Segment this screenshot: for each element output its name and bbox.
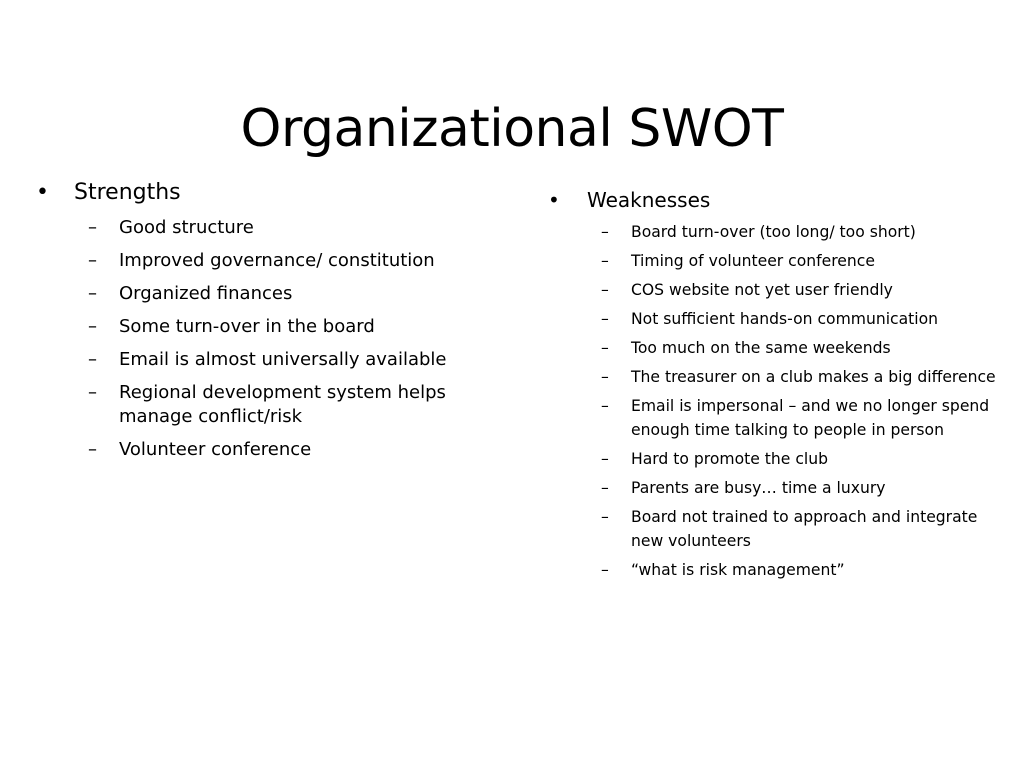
weakness-text: Too much on the same weekends [631, 339, 891, 357]
strength-item [88, 249, 468, 273]
weaknesses-list [601, 220, 1011, 587]
strength-item [88, 348, 468, 372]
dash-marker: – [601, 310, 609, 328]
strength-text: Regional development system helps manage conflict/risk [119, 382, 446, 427]
strength-item [88, 381, 468, 429]
strength-item [88, 315, 468, 339]
dash-marker: – [601, 450, 609, 468]
strengths-heading: Strengths [74, 180, 181, 205]
dash-marker: – [601, 397, 609, 415]
dash-marker: – [88, 283, 97, 304]
dash-marker: – [601, 252, 609, 270]
dash-marker: – [88, 217, 97, 238]
dash-marker: – [601, 561, 609, 579]
dash-marker: – [601, 368, 609, 386]
strength-text: Organized finances [119, 283, 293, 304]
weakness-text: Email is impersonal – and we no longer spend enough time talking to people in person [631, 397, 990, 439]
dash-marker: – [601, 281, 609, 299]
strengths-bullet: • [36, 180, 49, 205]
weakness-text: Board turn-over (too long/ too short) [631, 223, 916, 241]
weakness-item [601, 220, 1011, 244]
strength-item [88, 216, 468, 240]
weakness-text: Not sufficient hands-on communication [631, 310, 939, 328]
weakness-item [601, 307, 1011, 331]
weakness-text: “what is risk management” [631, 561, 845, 579]
weakness-text: Hard to promote the club [631, 450, 829, 468]
weakness-item [601, 365, 1011, 389]
weakness-text: The treasurer on a club makes a big difference [631, 368, 996, 386]
weaknesses-bullet: • [548, 188, 560, 212]
slide-title: Organizational SWOT [240, 98, 784, 159]
strength-text: Improved governance/ constitution [119, 250, 435, 271]
weakness-item [601, 558, 1011, 582]
strength-item [88, 438, 468, 462]
strength-text: Email is almost universally available [119, 349, 447, 370]
weakness-text: COS website not yet user friendly [631, 281, 893, 299]
dash-marker: – [88, 382, 97, 403]
strength-text: Good structure [119, 217, 254, 238]
dash-marker: – [601, 508, 609, 526]
weakness-item [601, 505, 1011, 553]
weakness-text: Parents are busy… time a luxury [631, 479, 886, 497]
strength-text: Some turn-over in the board [119, 316, 375, 337]
weakness-item [601, 394, 1011, 442]
dash-marker: – [601, 479, 609, 497]
strengths-list [88, 216, 468, 471]
weakness-text: Timing of volunteer conference [631, 252, 875, 270]
dash-marker: – [88, 439, 97, 460]
weakness-item [601, 336, 1011, 360]
dash-marker: – [601, 223, 609, 241]
dash-marker: – [88, 250, 97, 271]
dash-marker: – [88, 316, 97, 337]
weakness-text: Board not trained to approach and integrate new volunteers [631, 508, 978, 550]
weakness-item [601, 447, 1011, 471]
weaknesses-heading: Weaknesses [587, 188, 711, 212]
weakness-item [601, 278, 1011, 302]
weakness-item [601, 476, 1011, 500]
strength-text: Volunteer conference [119, 439, 312, 460]
dash-marker: – [88, 349, 97, 370]
strength-item [88, 282, 468, 306]
dash-marker: – [601, 339, 609, 357]
weakness-item [601, 249, 1011, 273]
